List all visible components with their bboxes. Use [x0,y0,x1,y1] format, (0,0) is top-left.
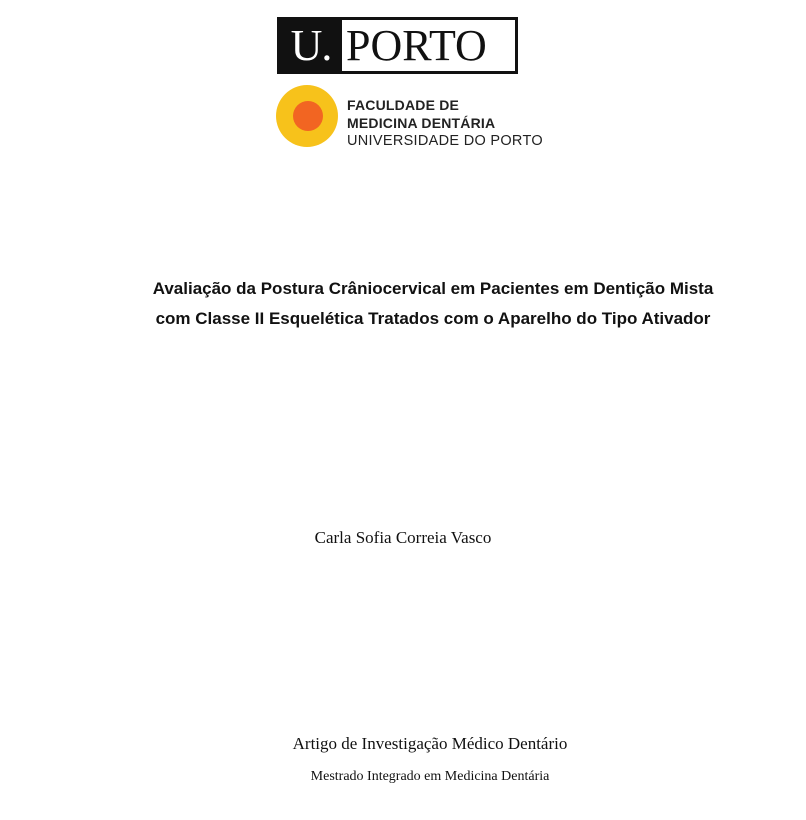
faculty-name-line2: MEDICINA DENTÁRIA [347,115,496,131]
university-logo [277,17,518,74]
document-title [60,274,806,334]
faculty-name [347,96,543,150]
faculty-name-line1: FACULDADE DE [347,97,460,113]
faculty-name-line3: UNIVERSIDADE DO PORTO [347,133,543,149]
university-logo-name: PORTO [346,21,487,70]
document-title-line1: Avaliação da Postura Crâniocervical em Pacientes em Dentição Mista [152,279,714,298]
faculty-seal-icon [276,82,340,150]
document-type: Artigo de Investigação Médico Dentário [292,734,568,753]
university-logo-initial: U. [280,20,342,71]
degree-name: Mestrado Integrado em Medicina Dentária [310,769,550,784]
document-title-line2: com Classe II Esquelética Tratados com o Aparelho do Tipo Ativador [155,309,711,328]
faculty-seal-inner [293,101,323,131]
author-name: Carla Sofia Correia Vasco [314,528,492,547]
